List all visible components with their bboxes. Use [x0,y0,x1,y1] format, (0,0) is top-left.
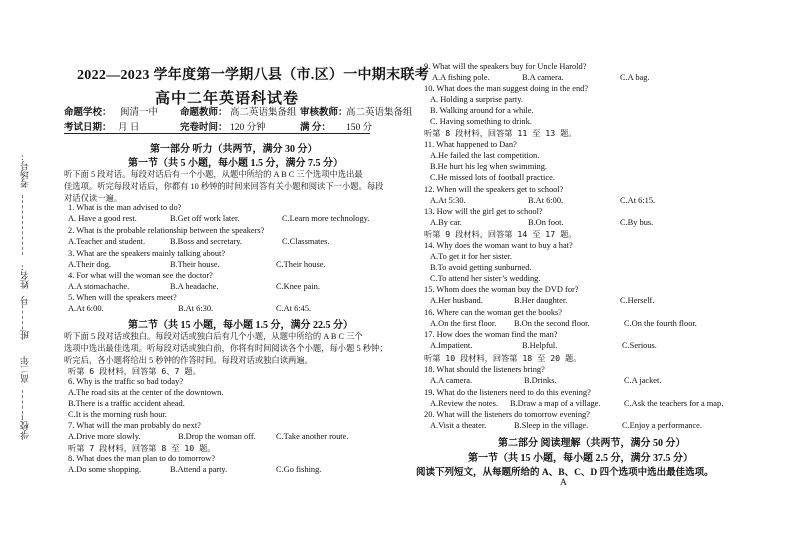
option: A.A fishing pole. [432,73,490,82]
option: A.A stomachache. [68,282,130,291]
sec1-directions-line: 佳选项。听完每段对话后，你都有 10 秒钟的时间来回答有关小题和阅读下一小题。每段 [64,182,384,191]
option: A.Their dog. [68,260,112,269]
sec2-directions-line: 选项中选出最佳选项。听每段对话或独白前，你将有时间阅读各个小题，每小题 5 秒钟； [64,344,388,353]
option: C.Serious. [622,341,657,350]
option: A.Teacher and student. [68,237,146,246]
question-11: 11. What happened to Dan? [424,140,517,149]
option: A.At 5:30. [430,196,466,205]
listening-note: 听第 7 段材料，回答第 8 至 10 题。 [68,443,216,453]
question-6: 6. Why is the traffic so bad today? [68,377,184,386]
question-9: 9. What will the speakers buy for Uncle Harold? [424,62,587,71]
option: A. Have a good rest. [68,214,137,223]
meta-time-label: 完卷时间： [180,123,228,133]
listening-note: 听第 8 段材料，回答第 11 至 13 题。 [424,128,577,138]
sec2-directions-line: 听下面 5 段对话或独白。每段对话或独白后有几个小题，从题中所给的 A B C 三个 [64,332,363,341]
part1-sec2-title: 第二节（共 15 小题，每小题 1.5 分，满分 22.5 分） [128,320,353,331]
option: A. Holding a surprise party. [430,95,523,104]
option: B.Draw a map of a village. [510,399,601,408]
option: C.On the fourth floor. [624,319,697,328]
part2-title: 第二部分 阅读理解（共两节，满分 50 分） [498,438,686,449]
option: A.A camera. [430,376,473,385]
part2-directions: 阅读下列短文，从每题所给的 A、B、C、D 四个选项中选出最佳选项。 [416,468,714,478]
grade-label: 高二年 [20,356,30,383]
listening-note: 听第 9 段材料，回答第 14 至 17 题。 [424,229,577,239]
option: B.Boss and secretary. [170,237,243,246]
option: A.By car. [430,218,462,227]
option: C.Ask the teachers for a map. [624,399,724,408]
option: C.At 6:15. [620,196,656,205]
option: C.Go fishing. [276,465,322,474]
option: C.By bus. [620,218,654,227]
question-15: 15. Whom does the woman buy the DVD for? [424,285,579,294]
exam-title: 2022—2023 学年度第一学期八县（市.区）一中期末联考 [77,68,429,83]
option: C.Learn more technology. [282,214,370,223]
meta-reviewer: 高二英语集备组 [346,108,413,118]
option: B.At 6:30. [178,304,214,313]
meta-date: 月 日 [118,123,140,133]
option: B.A camera. [522,73,564,82]
option: A.Do some shopping. [68,465,142,474]
option: A.He failed the last competition. [430,151,540,160]
option: B.A headache. [170,282,219,291]
option: C.Herself. [620,296,655,305]
question-18: 18. What should the listeners bring? [424,365,545,374]
meta-teacher: 高二英语集备组 [230,108,297,118]
student-name-label: 姓名： [20,262,30,289]
school-label: 学校： [20,412,30,439]
meta-teacher-label: 命题教师： [180,108,228,118]
part1-title: 第一部分 听力（共两节，满分 30 分） [150,144,318,155]
option: B.Their house. [170,260,220,269]
option: C.Enjoy a performance. [622,421,702,430]
option: B.To avoid getting sunburned. [430,263,532,272]
question-2: 2. What is the probable relationship between the speakers? [68,226,265,235]
meta-score-label: 满 分： [300,123,331,133]
option: A.Impatient. [430,341,473,350]
option: B.There is a traffic accident ahead. [68,399,185,408]
option: C.A jacket. [624,376,662,385]
binding-column [6,150,42,470]
option: B.At 6:00. [528,196,564,205]
option: C.To attend her sister’s wedding. [430,274,541,283]
question-13: 13. How will the girl get to school? [424,207,543,216]
question-12: 12. When will the speakers get to school? [424,185,564,194]
option: B.On foot. [528,218,564,227]
question-3: 3. What are the speakers mainly talking about? [68,249,226,258]
seat-number-label: 号 [20,296,30,305]
question-4: 4. For what will the woman see the doctor? [68,271,213,280]
option: B.Get off work later. [170,214,240,223]
exam-subtitle: 高中二年英语科试卷 [155,91,300,107]
sec1-directions-line: 对话仅读一遍。 [64,194,123,203]
question-20: 20. What will the listeners do tomorrow evening? [424,410,590,419]
option: C.Classmates. [282,237,330,246]
question-5: 5. When will the speakers meet? [68,293,177,302]
option: A.The road sits at the center of the downtown. [68,388,224,397]
meta-school-label: 命题学校： [64,108,112,118]
listening-note: 听第 6 段材料，回答第 6、7 题。 [68,366,201,376]
meta-school: 闽清一中 [120,108,159,118]
option: C.A bag. [620,73,650,82]
binding-line [22,390,23,440]
passage-label: A [560,478,567,488]
option: B. Walking around for a while. [430,106,534,115]
option: A.Review the notes. [430,399,498,408]
option: A.To get it for her sister. [430,252,512,261]
option: A.Her husband. [430,296,483,305]
option: B.Sleep in the village. [514,421,589,430]
option: C. Having something to drink. [430,117,532,126]
binding-line [22,300,23,340]
question-19: 19. What do the listeners need to do this evening? [424,388,591,397]
option: B.Her daughter. [514,296,568,305]
option: B.Drop the woman off. [178,432,256,441]
option: A.Drive more slowly. [68,432,141,441]
option: B.Helpful. [522,341,558,350]
option: C.At 6:45. [276,304,312,313]
question-7: 7. What will the man probably do next? [68,421,201,430]
option: C.Knee pain. [276,282,320,291]
option: B.He hurt his leg when swimming. [430,162,548,171]
option: B.Attend a party. [170,465,228,474]
meta-score: 150 分 [346,123,373,133]
class-label: 班 [20,330,30,339]
option: A.On the first floor. [430,319,497,328]
option: B.On the second floor. [514,319,590,328]
question-8: 8. What does the man plan to do tomorrow? [68,454,216,463]
question-1: 1. What is the man advised to do? [68,203,182,212]
question-17: 17. How does the woman find the man? [424,330,558,339]
question-16: 16. Where can the woman get the books? [424,308,562,317]
exam-room-label: 考场号： [20,152,30,188]
header-rule [64,133,370,134]
option: C.He missed lots of football practice. [430,173,555,182]
option: C.Their house. [276,260,326,269]
option: C.It is the morning rush hour. [68,410,167,419]
option: C.Take another route. [276,432,349,441]
option: A.At 6:00. [68,304,104,313]
question-14: 14. Why does the woman want to buy a hat? [424,241,573,250]
question-10: 10. What does the man suggest doing in the end? [424,84,589,93]
meta-reviewer-label: 审核教师： [300,108,348,118]
sec2-directions-line: 听完后，各小题将给出 5 秒钟的作答时间。每段对话或独白读两遍。 [64,356,313,365]
meta-time: 120 分钟 [230,123,266,133]
option: A.Visit a theater. [430,421,487,430]
part2-sec1-title: 第一节（共 15 小题，每小题 2.5 分，满分 37.5 分） [468,453,693,464]
binding-line [22,195,23,255]
part1-sec1-title: 第一节（共 5 小题，每小题 1.5 分，满分 7.5 分） [128,158,343,169]
sec1-directions-line: 听下面 5 段对话。每段对话后有一个小题，从题中所给的 A B C 三个选项中选出最 [64,170,363,179]
option: B.Drinks. [524,376,557,385]
meta-date-label: 考试日期： [64,123,112,133]
listening-note: 听第 10 段材料，回答第 18 至 20 题。 [424,353,582,363]
